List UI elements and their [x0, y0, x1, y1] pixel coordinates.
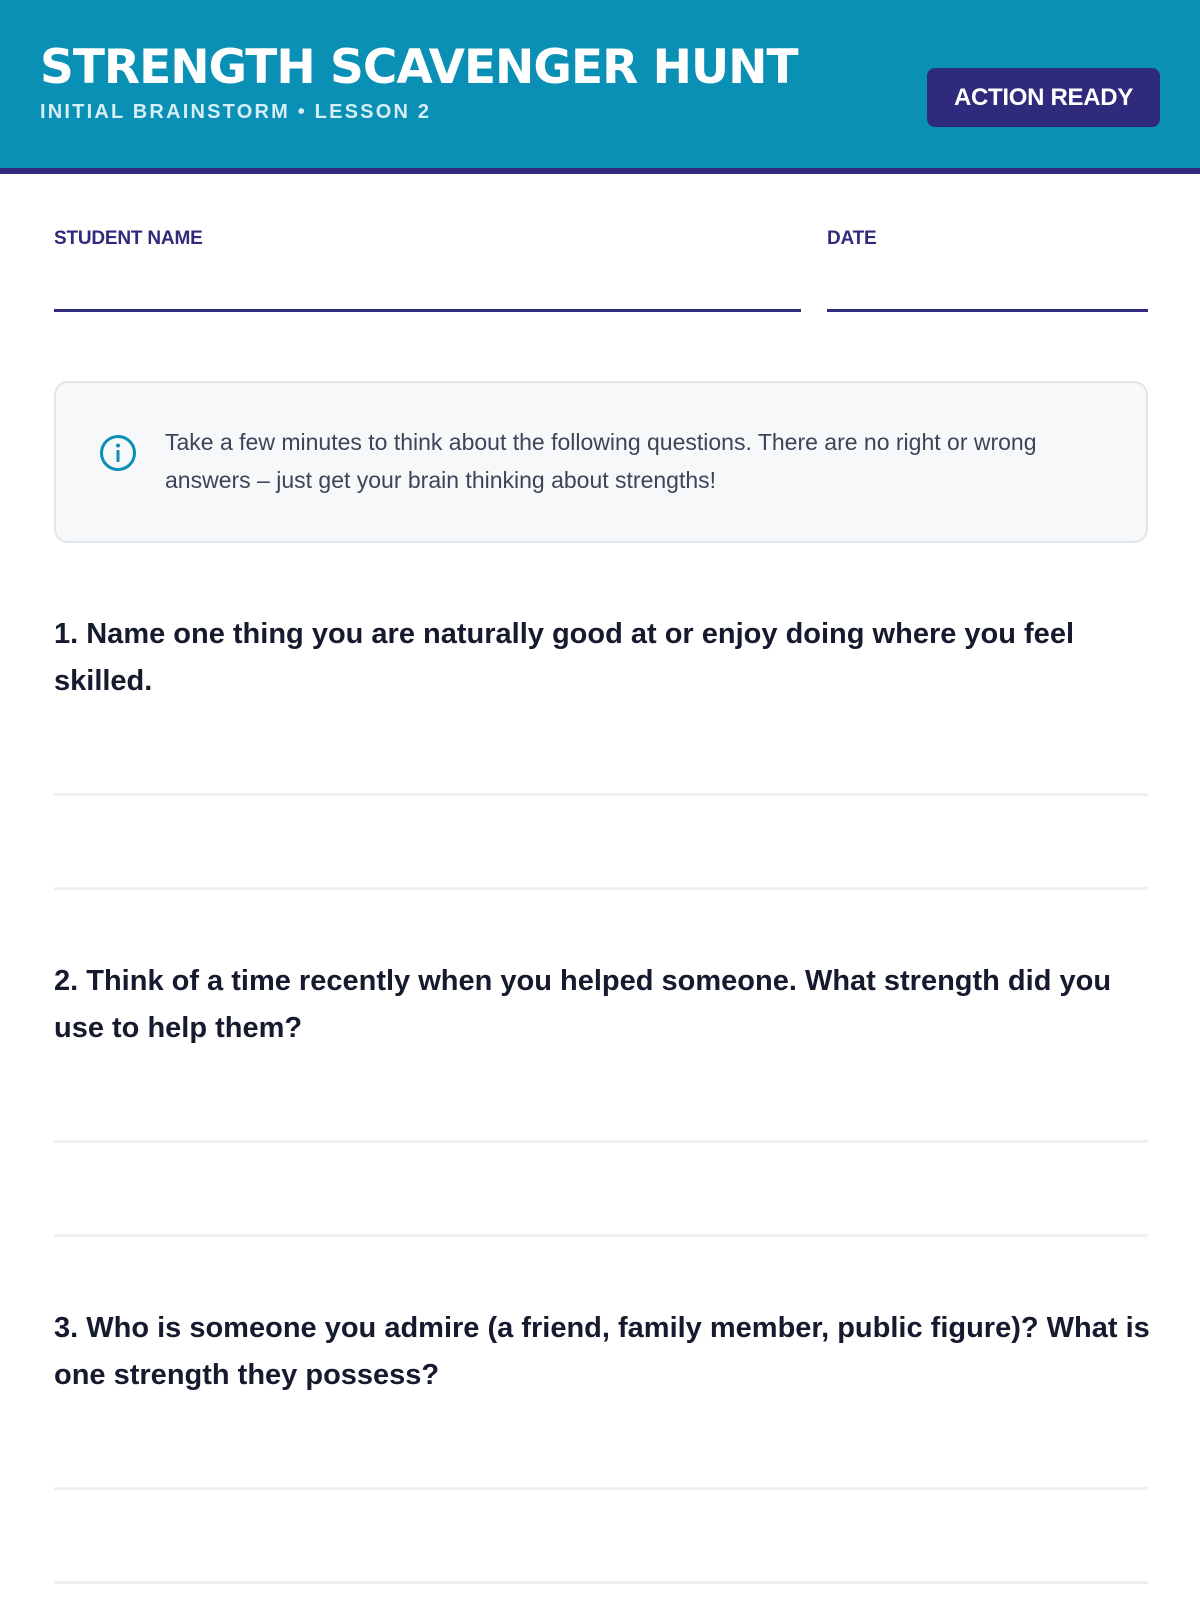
answer-line-3a[interactable] [54, 1487, 1148, 1490]
page-title: STRENGTH SCAVENGER HUNT [40, 40, 798, 95]
answer-line-1b[interactable] [54, 887, 1148, 890]
student-name-field[interactable] [54, 309, 801, 312]
question-1: 1. Name one thing you are naturally good at or enjoy doing where you feel skilled. [54, 618, 1074, 697]
answer-line-3b[interactable] [54, 1581, 1148, 1584]
question-2: 2. Think of a time recently when you helped someone. What strength did you use to help them? [54, 965, 1112, 1044]
answer-line-2a[interactable] [54, 1140, 1148, 1143]
info-icon [98, 433, 138, 473]
answer-line-2b[interactable] [54, 1234, 1148, 1237]
question-3: 3. Who is someone you admire (a friend, family member, public figure)? What is one strength they possess? [54, 1312, 1150, 1391]
page-header [0, 0, 1200, 174]
answer-line-1a[interactable] [54, 793, 1148, 796]
action-ready-badge: ACTION READY [927, 68, 1160, 127]
date-field[interactable] [827, 309, 1148, 312]
instructions-text: Take a few minutes to think about the following questions. There are no right or wrong answers – just get your brain thinking about strengths! [165, 429, 1037, 493]
page-subtitle: INITIAL BRAINSTORM • LESSON 2 [40, 101, 432, 123]
date-label: DATE [827, 228, 877, 249]
instructions-box [54, 381, 1148, 543]
student-name-label: STUDENT NAME [54, 228, 203, 249]
